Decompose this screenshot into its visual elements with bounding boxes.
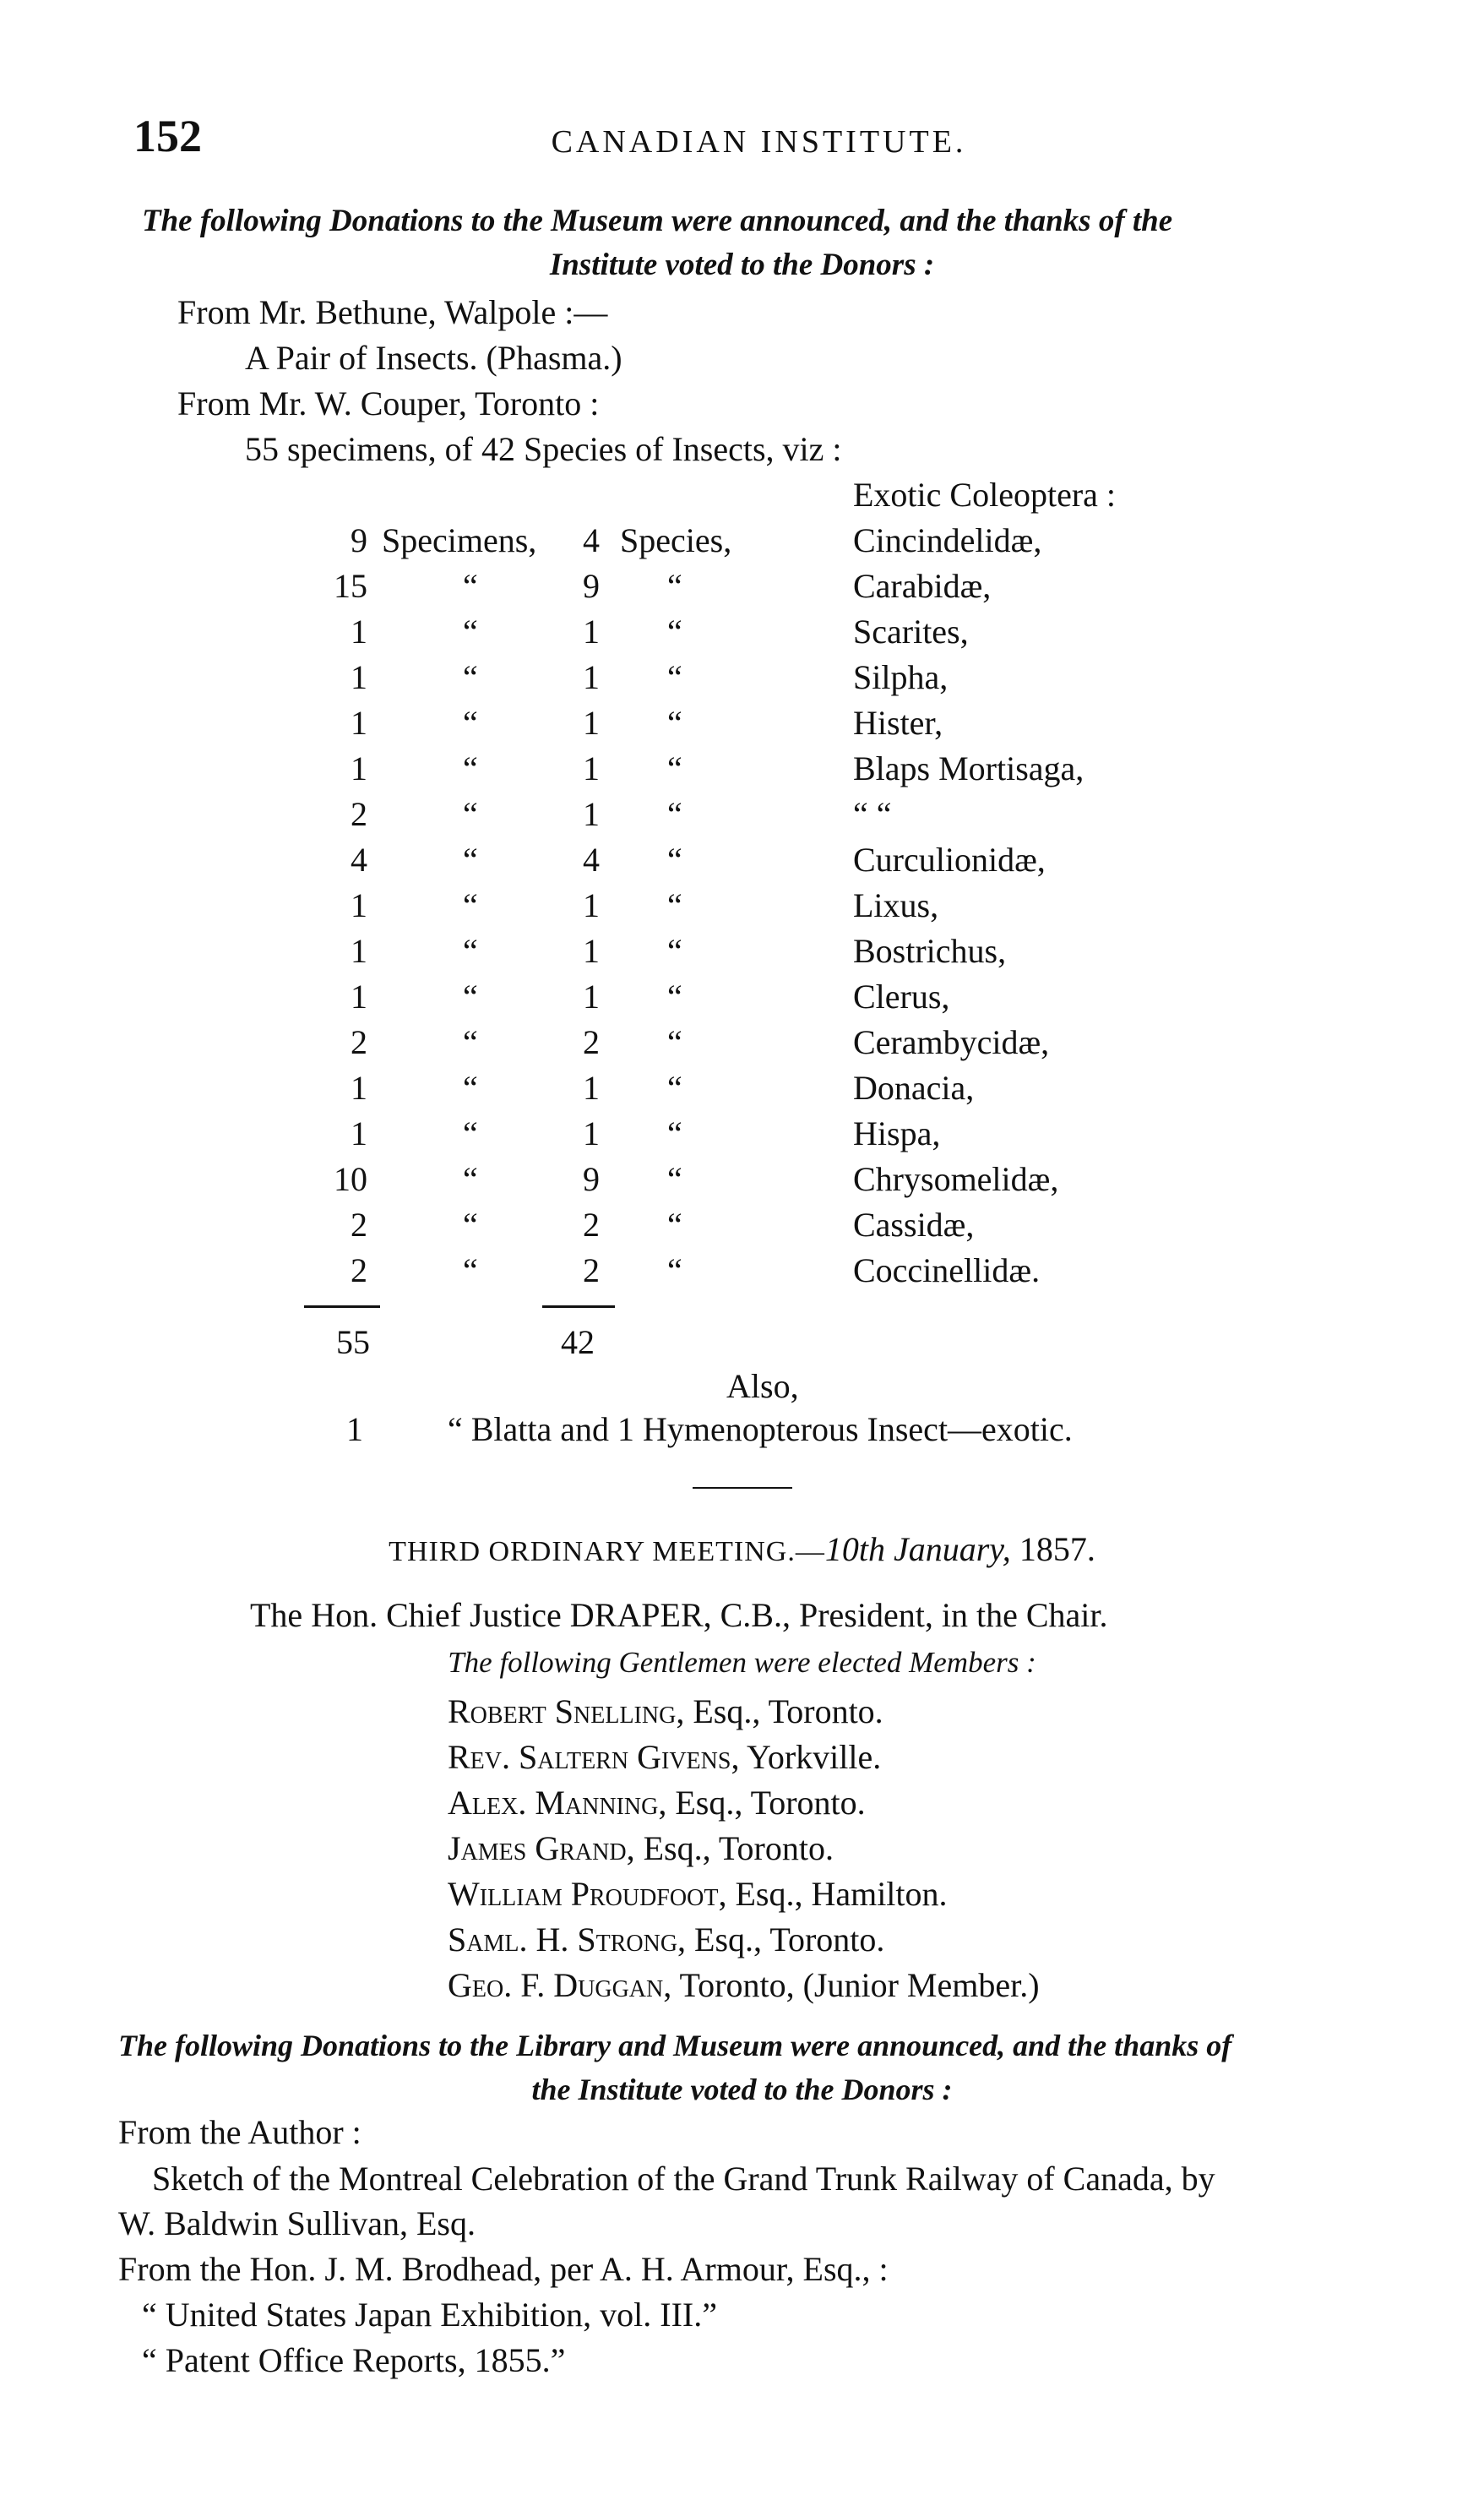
specimens-count: 1 [351,978,367,1016]
ditto-mark: “ [667,1114,682,1152]
specimens-count: 1 [351,932,367,970]
header-species-label: Species, [620,521,732,559]
species-count: 4 [583,841,600,879]
specimens-count: 1 [351,749,367,787]
species-count: 1 [583,658,600,696]
ditto-mark: “ [667,658,682,696]
donor-couper: From Mr. W. Couper, Toronto : [177,384,600,422]
table-row [0,931,1484,977]
ditto-mark: “ [667,567,682,605]
member-details: , Esq., Toronto. [677,1920,885,1958]
ditto-mark: “ [667,1160,682,1198]
member-name: Geo. F. Duggan [448,1966,664,2004]
species-count: 1 [583,1069,600,1107]
ditto-mark: “ [463,749,478,787]
specimens-count: 1 [351,1069,367,1107]
ditto-mark: “ [463,932,478,970]
from-brodhead: From the Hon. J. M. Brodhead, per A. H. Armour, Esq., : [118,2250,889,2288]
specimens-count: 2 [351,1206,367,1244]
species-count: 1 [583,886,600,924]
member-entry [448,1874,948,1914]
ditto-mark: “ [463,1114,478,1152]
member-name: Robert Snelling [448,1692,677,1730]
total-specimens: 55 [336,1323,370,1361]
ditto-mark: “ [667,1069,682,1107]
member-details: , Yorkville. [731,1738,882,1776]
table-row [0,1205,1484,1250]
sketch-line2: W. Baldwin Sullivan, Esq. [118,2204,476,2242]
family-name: Cassidæ, [853,1206,975,1244]
donations-intro-line1: The following Donations to the Museum were announced, and the thanks of the [142,204,1173,238]
meeting-year: 1857. [1010,1530,1095,1568]
table-row [0,1114,1484,1159]
ditto-mark: “ [667,886,682,924]
species-count: 2 [583,1251,600,1289]
total-species: 42 [561,1323,595,1361]
also-text: “ Blatta and 1 Hymenopterous Insect—exotic. [448,1410,1073,1448]
donation-item-specimens: 55 specimens, of 42 Species of Insects, viz : [245,430,842,468]
member-name: Rev. Saltern Givens [448,1738,731,1776]
specimens-count: 2 [351,1023,367,1061]
header-species-count: 4 [583,521,600,559]
table-row [0,566,1484,612]
ditto-mark: “ [463,795,478,833]
donations2-intro-line1: The following Donations to the Library and Museum were announced, and the thanks of [118,2029,1232,2062]
table-row [0,977,1484,1022]
species-count: 2 [583,1206,600,1244]
species-count: 1 [583,704,600,742]
also-label: Also, [726,1367,799,1405]
from-author: From the Author : [118,2113,361,2151]
page-number: 152 [133,111,202,161]
header-specimens-label: Specimens, [382,521,537,559]
ditto-mark: “ [463,1206,478,1244]
donation-patent-reports: “ Patent Office Reports, 1855.” [142,2341,566,2379]
member-details: , Toronto, (Junior Member.) [663,1966,1040,2004]
ditto-mark: “ [463,567,478,605]
chair-line: The Hon. Chief Justice DRAPER, C.B., President, in the Chair. [250,1596,1108,1634]
ditto-mark: “ [463,1023,478,1061]
species-count: 1 [583,978,600,1016]
specimens-count: 1 [351,886,367,924]
member-entry [448,1920,884,1959]
member-entry [448,1737,881,1777]
species-count: 1 [583,932,600,970]
table-row [0,885,1484,931]
specimens-count: 2 [351,795,367,833]
species-count: 2 [583,1023,600,1061]
running-head: CANADIAN INSTITUTE. [551,124,967,160]
header-family-name: Cincindelidæ, [853,521,1042,559]
species-count: 1 [583,613,600,651]
ditto-mark: “ [667,795,682,833]
ditto-mark: “ [463,978,478,1016]
species-count: 1 [583,749,600,787]
family-name: “ “ [853,795,892,833]
section-divider [693,1487,792,1489]
specimens-count: 10 [334,1160,367,1198]
member-entry [448,1783,866,1822]
ditto-mark: “ [463,704,478,742]
exotic-coleoptera-heading: Exotic Coleoptera : [853,476,1117,514]
header-specimens-count: 9 [351,521,367,559]
family-name: Blaps Mortisaga, [853,749,1084,787]
family-name: Bostrichus, [853,932,1007,970]
member-entry [448,1965,1040,2005]
family-name: Hispa, [853,1114,941,1152]
member-entry [448,1828,834,1868]
donations2-intro-line2: the Institute voted to the Donors : [531,2073,953,2106]
member-details: , Esq., Toronto. [626,1829,834,1867]
family-name: Carabidæ, [853,567,992,605]
ditto-mark: “ [667,749,682,787]
total-rule-specimens [304,1305,380,1308]
also-count: 1 [346,1410,363,1448]
species-count: 9 [583,1160,600,1198]
family-name: Clerus, [853,978,950,1016]
member-entry [448,1691,883,1731]
family-name: Curculionidæ, [853,841,1046,879]
table-row [0,612,1484,657]
table-row [0,1159,1484,1205]
specimens-count: 4 [351,841,367,879]
table-row [0,794,1484,840]
ditto-mark: “ [667,841,682,879]
ditto-mark: “ [667,1206,682,1244]
ditto-mark: “ [463,613,478,651]
member-name: Alex. Manning [448,1784,659,1822]
specimens-count: 2 [351,1251,367,1289]
member-details: , Esq., Toronto. [676,1692,883,1730]
donation-item-phasma: A Pair of Insects. (Phasma.) [245,339,622,377]
meeting-title-prefix: THIRD ORDINARY MEETING.— [389,1536,825,1567]
specimens-count: 1 [351,704,367,742]
family-name: Scarites, [853,613,969,651]
ditto-mark: “ [463,841,478,879]
table-row [0,1068,1484,1114]
family-name: Lixus, [853,886,939,924]
member-name: James Grand [448,1829,627,1867]
family-name: Coccinellidæ. [853,1251,1041,1289]
table-row [0,749,1484,794]
ditto-mark: “ [463,1160,478,1198]
member-details: , Esq., Hamilton. [718,1875,948,1913]
table-row [0,703,1484,749]
family-name: Donacia, [853,1069,975,1107]
table-row [0,657,1484,703]
ditto-mark: “ [667,613,682,651]
species-count: 1 [583,1114,600,1152]
ditto-mark: “ [667,1251,682,1289]
family-name: Chrysomelidæ, [853,1160,1059,1198]
donations-intro-line2: Institute voted to the Donors : [549,248,935,282]
donation-japan-exhibition: “ United States Japan Exhibition, vol. III.” [142,2296,717,2334]
elected-intro: The following Gentlemen were elected Members : [448,1646,1036,1679]
ditto-mark: “ [667,978,682,1016]
ditto-mark: “ [463,886,478,924]
ditto-mark: “ [667,704,682,742]
specimens-count: 1 [351,613,367,651]
specimens-count: 1 [351,1114,367,1152]
meeting-title [0,1529,1484,1569]
total-rule-species [542,1305,615,1308]
ditto-mark: “ [463,1251,478,1289]
table-row [0,1250,1484,1296]
family-name: Hister, [853,704,943,742]
family-name: Cerambycidæ, [853,1023,1050,1061]
table-row [0,1022,1484,1068]
table-row [0,840,1484,885]
ditto-mark: “ [667,932,682,970]
ditto-mark: “ [667,1023,682,1061]
specimens-count: 15 [334,567,367,605]
table-header-row [0,520,1484,566]
sketch-line1: Sketch of the Montreal Celebration of the Grand Trunk Railway of Canada, by [152,2160,1215,2198]
meeting-date: 10th January, [824,1530,1011,1568]
member-name: Saml. H. Strong [448,1920,678,1958]
species-count: 1 [583,795,600,833]
member-details: , Esq., Toronto. [658,1784,866,1822]
member-name: William Proudfoot [448,1875,719,1913]
ditto-mark: “ [463,1069,478,1107]
species-count: 9 [583,567,600,605]
donor-bethune: From Mr. Bethune, Walpole :— [177,293,608,331]
specimens-count: 1 [351,658,367,696]
family-name: Silpha, [853,658,949,696]
ditto-mark: “ [463,658,478,696]
